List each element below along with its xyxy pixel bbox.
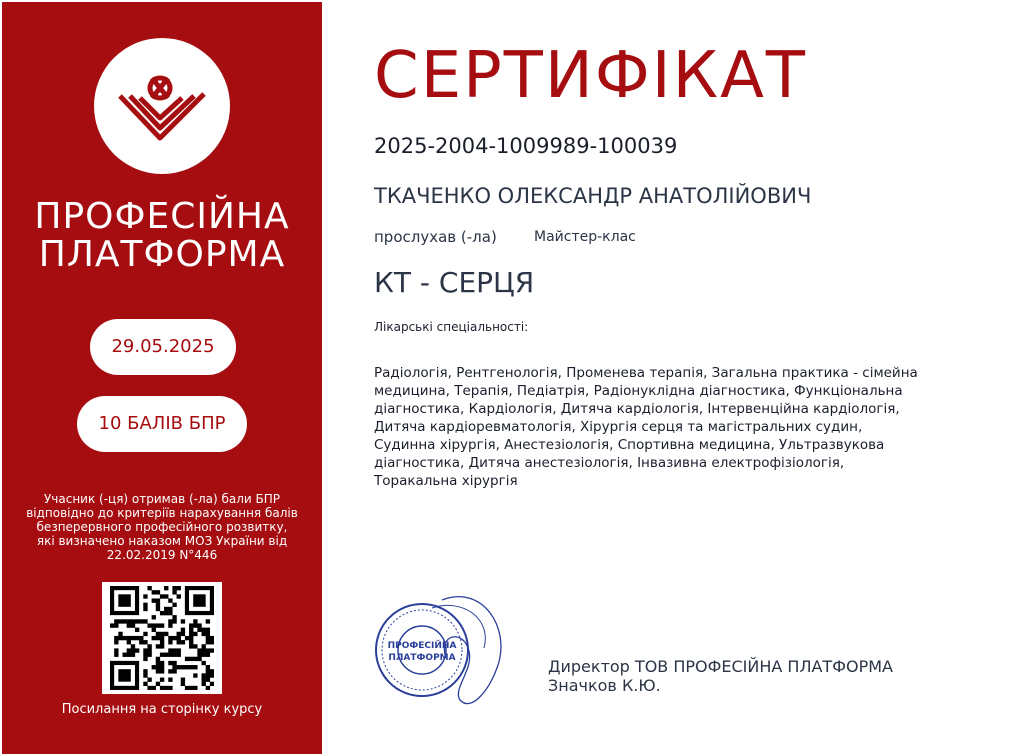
participant-name: ТКАЧЕНКО ОЛЕКСАНДР АНАТОЛІЙОВИЧ	[374, 184, 812, 208]
brand-line-2: ПЛАТФОРМА	[38, 234, 286, 275]
qr-code-icon	[110, 586, 214, 690]
specialties-label: Лікарські спеціальності:	[374, 320, 529, 334]
official-stamp-icon	[372, 588, 522, 718]
brand-logo	[94, 38, 230, 174]
svg-text:ПРОФЕСІЙНА: ПРОФЕСІЙНА	[387, 641, 457, 651]
brand-name	[2, 198, 322, 274]
sidebar-panel	[2, 2, 322, 754]
points-badge: 10 БАЛІВ БПР	[77, 396, 247, 452]
specialties-list: Радіологія, Рентгенологія, Променева терапія, Загальна практика - сімейна медицина, Терапія, Педіатрія, Радіонуклідна діагностика, Функціональна діагностика, Кардіологія, Дитяча кардіологія, Інтервенційна кардіологія, Дитяча кардіоревматологія, Хірургія серця та магістральних судин, Судинна хірургія, Анестезіологія, Спортивна медицина, Ультразвукова діагностика, Дитяча анестезіологія, Інвазивна електрофізіологія, Торакальна хірургія	[374, 365, 918, 489]
logo-icon	[112, 66, 212, 146]
course-title: КТ - СЕРЦЯ	[374, 266, 535, 299]
director-signature	[548, 657, 893, 695]
date-badge: 29.05.2025	[90, 319, 236, 375]
director-title: Директор ТОВ ПРОФЕСІЙНА ПЛАТФОРМА	[548, 657, 893, 676]
attended-label: прослухав (-ла)	[374, 228, 497, 246]
certificate-title: СЕРТИФІКАТ	[374, 39, 807, 113]
director-name: Значков К.Ю.	[548, 676, 661, 695]
event-format: Майстер-клас	[534, 229, 636, 245]
certificate-number: 2025-2004-1009989-100039	[374, 134, 678, 158]
qr-caption: Посилання на сторінку курсу	[61, 702, 263, 717]
brand-line-1: ПРОФЕСІЙНА	[34, 196, 290, 237]
points-note: Учасник (-ця) отримав (-ла) бали БПР відповідно до критеріїв нарахування балів безперервного професійного розвитку, які визначено наказом МОЗ України від 22.02.2019 N°446	[26, 492, 298, 562]
course-qr-code[interactable]	[102, 582, 222, 694]
svg-text:ПЛАТФОРМА: ПЛАТФОРМА	[388, 653, 456, 663]
